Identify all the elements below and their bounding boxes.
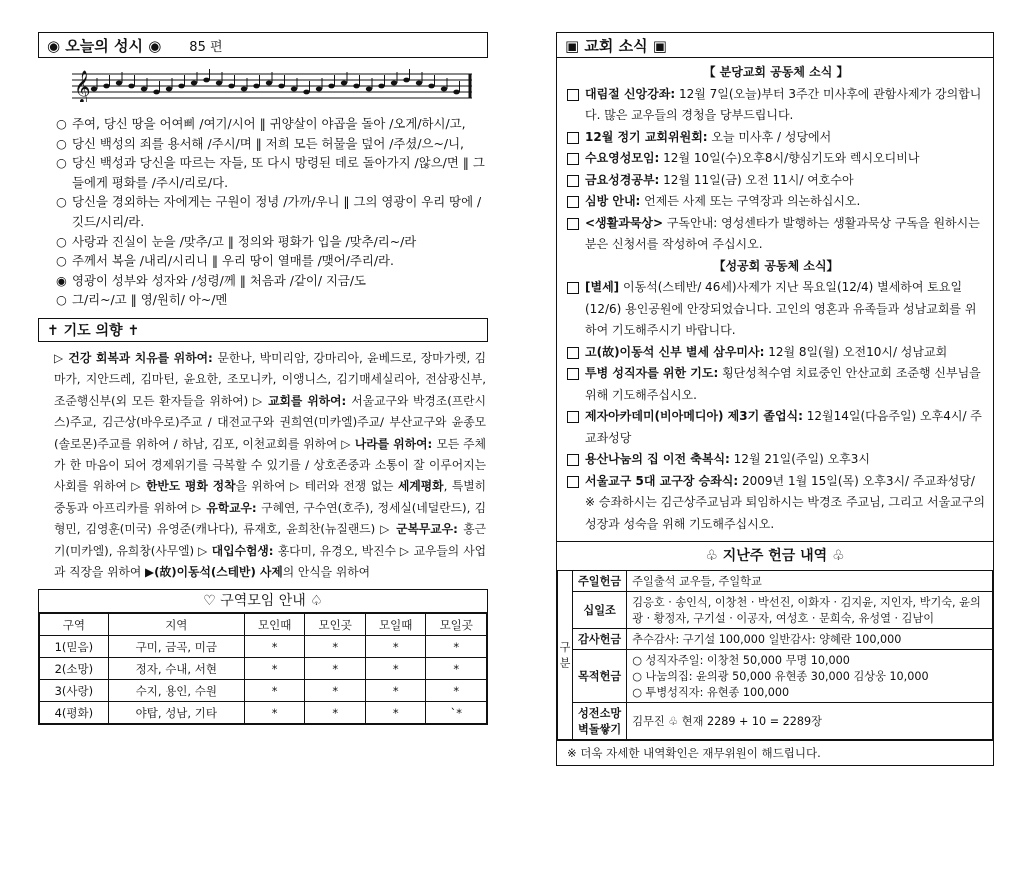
news-item-label: 12월 정기 교회위원회: bbox=[585, 129, 708, 144]
news-item bbox=[567, 277, 985, 342]
prayer-segment: ▷ 교회를 위하여: bbox=[252, 393, 352, 408]
music-staff bbox=[72, 68, 472, 102]
district-row bbox=[40, 702, 487, 724]
checkbox-icon bbox=[567, 347, 579, 359]
verse-text: 영광이 성부와 성자와 /성령/께 ‖ 처음과 /같이/ 지금/도 bbox=[72, 272, 367, 288]
district-cell: * bbox=[365, 658, 426, 680]
offering-category bbox=[573, 650, 627, 703]
news-item-label: 금요성경공부: bbox=[585, 172, 660, 187]
district-cell: * bbox=[365, 680, 426, 702]
offering-detail-line: 주일출석 교우들, 주일학교 bbox=[632, 575, 762, 588]
news-item-label: 심방 안내: bbox=[585, 194, 641, 208]
news-item bbox=[567, 84, 985, 127]
clef-icon: 𝄞 bbox=[74, 70, 91, 102]
prayer-segment: 테러와 전쟁 없는 bbox=[304, 479, 398, 494]
music-note bbox=[453, 90, 459, 95]
music-note bbox=[391, 81, 397, 86]
music-note bbox=[91, 87, 97, 92]
news-item bbox=[567, 363, 985, 406]
district-box bbox=[38, 589, 488, 725]
right-page bbox=[556, 32, 994, 766]
offering-detail-line: ○ 투병성직자: 유현종 100,000 bbox=[632, 686, 790, 699]
offering-detail-line: 김응호 · 송인식, 이창천 · 박선진, 이화자 · 김지윤, 지인자, 박기숙, 윤의광 · 황정자, 구기설 · 이공자, 여성호 · 문희숙, 유성열 · 김남이 bbox=[632, 596, 981, 625]
district-cell: 2(소망) bbox=[40, 658, 109, 680]
music-note bbox=[403, 78, 409, 83]
psalm-verse bbox=[56, 290, 488, 310]
music-note bbox=[153, 90, 159, 95]
psalm-verse bbox=[56, 251, 488, 271]
news-item-label: 투병 성직자를 위한 기도: bbox=[585, 366, 719, 380]
psalm-verse bbox=[56, 271, 488, 291]
checkbox-icon bbox=[567, 411, 579, 423]
checkbox-icon bbox=[567, 218, 579, 230]
offering-category-line: 벽돌쌓기 bbox=[578, 723, 622, 736]
music-note bbox=[266, 81, 272, 86]
prayer-segment: 홍근기(미카엘), 유희창(사무엘) bbox=[54, 522, 486, 558]
news-item-label: [별세] bbox=[585, 280, 620, 294]
district-cell: `* bbox=[426, 702, 487, 724]
offering-row bbox=[558, 629, 993, 650]
checkbox-icon bbox=[567, 153, 579, 165]
prayer-title: ✝ 기도 의향 ✝ bbox=[47, 322, 140, 339]
news-item-label: <생활과묵상> bbox=[585, 215, 664, 230]
music-note bbox=[128, 84, 134, 89]
news-item-label: 수요영성모임: bbox=[585, 151, 660, 165]
music-note bbox=[303, 90, 309, 95]
district-cell: * bbox=[305, 636, 366, 658]
music-note bbox=[228, 84, 234, 89]
district-table bbox=[39, 613, 487, 724]
music-note bbox=[353, 84, 359, 89]
offering-category-line: 목적헌금 bbox=[578, 670, 622, 683]
district-cell: * bbox=[244, 702, 305, 724]
news-item bbox=[567, 127, 985, 149]
news-item bbox=[567, 449, 985, 471]
checkbox-icon bbox=[567, 368, 579, 380]
news-item-label: 제자아카데미(비아메디아) 제3기 졸업식: bbox=[585, 409, 803, 423]
prayer-segment: ▷ 한반도 평화 정착 bbox=[131, 479, 236, 494]
prayer-segment: ▷ 군복무교우: bbox=[380, 522, 464, 537]
district-header: 모일곳 bbox=[426, 614, 487, 636]
music-note bbox=[203, 78, 209, 83]
prayer-segment: ▷ 건강 회복과 치유를 위하여: bbox=[54, 350, 218, 365]
news-list bbox=[557, 58, 993, 541]
district-header: 모인때 bbox=[244, 614, 305, 636]
news-item-text: 오늘 미사후 / 성당에서 bbox=[707, 129, 832, 144]
offering-category-line: 성전소망 bbox=[578, 707, 622, 720]
psalm-verse bbox=[56, 232, 488, 252]
district-cell: * bbox=[305, 702, 366, 724]
news-item-text: 언제든 사제 또는 구역장과 의논하십시오. bbox=[640, 194, 861, 208]
music-note bbox=[116, 81, 122, 86]
offering-group-label: 구분 bbox=[558, 571, 573, 740]
verse-text: 당신을 경외하는 자에게는 구원이 정녕 /가까/우니 ‖ 그의 영광이 우리 땅에 /깃드/시리/라. bbox=[72, 194, 482, 229]
psalm-verse bbox=[56, 153, 488, 192]
prayer-segment: 서울교구와 박경조(프란시스)주교, 김근상(바우로)주교 / 대전교구와 권희연(미카엘)주교/ 부산교구와 윤종모(솔로몬)주교를 위하여 / 하남, 김포, 이천교회를 위하여 bbox=[54, 393, 486, 451]
verse-bullet: ○ bbox=[56, 292, 67, 308]
verse-bullet: ○ bbox=[56, 135, 67, 151]
offering-row bbox=[558, 703, 993, 740]
music-note bbox=[366, 87, 372, 92]
district-cell: * bbox=[305, 680, 366, 702]
checkbox-icon bbox=[567, 89, 579, 101]
news-section-heading: 【 분당교회 공동체 소식 】 bbox=[703, 65, 849, 79]
music-note bbox=[341, 81, 347, 86]
news-title-box bbox=[556, 32, 994, 58]
prayer-segment: 모든 주체가 한 마음이 되어 경제위기를 극복할 수 있기를 / 상호존중과 소통이 잘 이루어지는 사회를 위하여 bbox=[54, 436, 486, 494]
checkbox-icon bbox=[567, 454, 579, 466]
news-item-label: 용산나눔의 집 이전 축복식: bbox=[585, 452, 730, 466]
verse-text: 당신 백성과 당신을 따르는 자들, 또 다시 망령된 데로 돌아가지 /않으/면 ‖ 그들에게 평화를 /주시/리로/다. bbox=[72, 155, 485, 190]
news-item-text: 12월14일(다음주일) 오후4시/ 주교좌성당 bbox=[585, 409, 982, 445]
news-item bbox=[567, 191, 985, 213]
checkbox-icon bbox=[567, 476, 579, 488]
music-note bbox=[253, 84, 259, 89]
news-item-label: 서울교구 5대 교구장 승좌식: bbox=[585, 473, 739, 488]
offering-row bbox=[558, 571, 993, 592]
news-item-text: 12월 8일(월) 오전10시/ 성남교회 bbox=[764, 344, 948, 359]
psalm-title-box bbox=[38, 32, 488, 58]
news-item-text: 구독안내: 영성센타가 발행하는 생활과묵상 구독을 원하시는 분은 신청서를 작성하여 주십시오. bbox=[585, 215, 980, 251]
prayer-segment: ▷ 나라를 위하여: bbox=[341, 436, 437, 451]
offering-detail-line: 김무진 ♧ 현재 2289 + 10 = 2289장 bbox=[632, 715, 822, 728]
prayer-text bbox=[38, 342, 488, 583]
offering-detail-line: 추수감사: 구기설 100,000 일반감사: 양혜란 100,000 bbox=[632, 633, 902, 646]
prayer-title-box bbox=[38, 318, 488, 342]
music-note bbox=[416, 81, 422, 86]
music-note bbox=[378, 84, 384, 89]
music-note bbox=[278, 84, 284, 89]
verse-bullet: ◉ bbox=[56, 272, 67, 288]
verse-text: 주여, 당신 땅을 어여삐 /여기/시어 ‖ 귀양살이 야곱을 돌아 /오게/하시/고, bbox=[72, 116, 466, 131]
offering-detail-line: ○ 성직자주일: 이창천 50,000 무명 10,000 bbox=[632, 654, 850, 667]
district-cell: * bbox=[426, 636, 487, 658]
checkbox-icon bbox=[567, 196, 579, 208]
district-cell: 야탑, 성남, 기타 bbox=[108, 702, 244, 724]
offering-title: ♧ 지난주 헌금 내역 ♧ bbox=[557, 541, 993, 570]
district-cell: * bbox=[305, 658, 366, 680]
district-cell: * bbox=[244, 636, 305, 658]
news-item bbox=[567, 170, 985, 192]
checkbox-icon bbox=[567, 175, 579, 187]
psalm-title: ◉ 오늘의 성시 ◉ bbox=[47, 36, 162, 55]
verse-text: 그/리~/고 ‖ 영/원히/ 아~/멘 bbox=[72, 292, 228, 308]
offering-detail bbox=[627, 629, 993, 650]
news-section-heading: 【성공회 공동체 소식】 bbox=[713, 258, 839, 273]
offering-category bbox=[573, 592, 627, 629]
prayer-segment: 문한나, 박미리암, 강마리아, 윤베드로, 장마가렛, 김마가, 지안드레, 김마틴, 윤요한, 조모니카, 이앵니스, 김기매세실리아, 전삼광신부, 조준행신부(외 모든 환자들을 위하여) bbox=[54, 350, 487, 408]
district-cell: 수지, 용인, 수원 bbox=[108, 680, 244, 702]
music-note bbox=[241, 87, 247, 92]
verse-bullet: ○ bbox=[56, 233, 67, 249]
checkbox-icon bbox=[567, 132, 579, 144]
verse-bullet: ○ bbox=[56, 253, 67, 269]
offering-detail bbox=[627, 571, 993, 592]
news-item bbox=[567, 148, 985, 170]
district-header: 모일때 bbox=[365, 614, 426, 636]
prayer-segment: , 특별히 중동과 아프리카를 위하여 bbox=[54, 479, 487, 515]
news-item-label: 고(故)이동석 신부 별세 삼우미사: bbox=[585, 344, 765, 359]
district-cell: * bbox=[426, 680, 487, 702]
news-item-label: 대림절 신앙강좌: bbox=[585, 86, 676, 101]
prayer-segment: 의 안식을 위하여 bbox=[282, 565, 371, 579]
music-note bbox=[141, 87, 147, 92]
offering-table bbox=[557, 570, 993, 740]
verse-bullet: ○ bbox=[56, 155, 67, 171]
offering-detail bbox=[627, 650, 993, 703]
verse-text: 당신 백성의 죄를 용서해 /주시/며 ‖ 저희 모든 허물을 덮어 /주셨/으~/니, bbox=[72, 135, 464, 151]
offering-footer: ※ 더욱 자세한 내역확인은 재무위원이 해드립니다. bbox=[557, 740, 993, 765]
prayer-segment: 구혜연, 구수연(호주), 정세실(네덜란드), 김형민, 김영훈(미국) 유영준(캐나다), 류재호, 윤희찬(뉴질랜드) bbox=[54, 500, 486, 537]
news-item bbox=[567, 342, 985, 364]
prayer-segment: ▶(故)이동석(스테반) 사제 bbox=[145, 565, 283, 579]
news-item-text: 12월 21일(주일) 오후3시 bbox=[729, 452, 870, 466]
music-note bbox=[428, 84, 434, 89]
district-cell: * bbox=[244, 658, 305, 680]
news-title: ▣ 교회 소식 ▣ bbox=[565, 36, 667, 55]
news-item-text: 12월 7일(오늘)부터 3주간 미사후에 관함사제가 강의합니다. 많은 교우들의 경청을 당부드립니다. bbox=[585, 86, 982, 122]
news-item-text: 12월 10일(수)오후8시/향심기도와 렉시오디비나 bbox=[659, 151, 920, 165]
district-header: 지역 bbox=[108, 614, 244, 636]
district-row bbox=[40, 658, 487, 680]
district-cell: 1(믿음) bbox=[40, 636, 109, 658]
prayer-segment: 을 위하여 bbox=[235, 479, 291, 494]
prayer-segment: ▷ 유학교우: bbox=[192, 500, 262, 515]
verse-text: 사랑과 진실이 눈을 /맞추/고 ‖ 정의와 평화가 입을 /맞추/리~/라 bbox=[72, 233, 417, 249]
music-note bbox=[216, 81, 222, 86]
offering-category-line: 주일헌금 bbox=[578, 575, 622, 588]
music-note bbox=[178, 84, 184, 89]
district-cell: 구미, 금곡, 미금 bbox=[108, 636, 244, 658]
psalm-verse bbox=[56, 134, 488, 154]
offering-category-line: 십일조 bbox=[583, 604, 616, 617]
news-item-text: 이동석(스테반/ 46세)사제가 지난 목요일(12/4) 별세하여 토요일(12/6) 용인공원에 안장되었습니다. 고인의 영혼과 유족들과 성남교회를 위하여 기도해주시기 바랍니다. bbox=[585, 280, 977, 337]
district-cell: 4(평화) bbox=[40, 702, 109, 724]
district-cell: * bbox=[365, 702, 426, 724]
music-note bbox=[191, 81, 197, 86]
district-cell: * bbox=[426, 658, 487, 680]
district-row bbox=[40, 636, 487, 658]
district-title: ♡ 구역모임 안내 ♤ bbox=[39, 590, 487, 613]
news-item-text: 2009년 1월 15일(목) 오후3시/ 주교좌성당/ ※ 승좌하시는 김근상주교님과 퇴임하시는 박경조 주교님, 그리고 서울교구의 성장과 성숙을 위해 기도해주십시오. bbox=[585, 473, 985, 531]
music-note bbox=[441, 87, 447, 92]
district-cell: 정자, 수내, 서현 bbox=[108, 658, 244, 680]
news-item bbox=[567, 406, 985, 449]
music-note bbox=[166, 87, 172, 92]
offering-category bbox=[573, 571, 627, 592]
offering-category-line: 감사헌금 bbox=[578, 633, 622, 646]
offering-detail-line: ○ 나눔의집: 윤의광 50,000 유현종 30,000 김상웅 10,000 bbox=[632, 670, 929, 683]
prayer-segment: ▷ bbox=[290, 479, 305, 494]
prayer-segment: 홍다미, 유경오, 박진수 bbox=[277, 543, 400, 558]
checkbox-icon bbox=[567, 282, 579, 294]
offering-category bbox=[573, 629, 627, 650]
verse-text: 주께서 복을 /내리/시리니 ‖ 우리 땅이 열매를 /맺어/주리/라. bbox=[72, 253, 394, 269]
offering-detail bbox=[627, 703, 993, 740]
news-item bbox=[567, 213, 985, 256]
prayer-segment: 교우들의 사업과 직장을 위하여 bbox=[54, 543, 486, 579]
music-note bbox=[291, 87, 297, 92]
music-note bbox=[328, 84, 334, 89]
psalm-verses bbox=[38, 114, 488, 310]
news-box bbox=[556, 58, 994, 766]
psalm-verse bbox=[56, 192, 488, 231]
prayer-segment: ▷ 대입수험생: bbox=[198, 543, 278, 558]
district-row bbox=[40, 680, 487, 702]
district-cell: * bbox=[365, 636, 426, 658]
left-page bbox=[38, 32, 488, 725]
prayer-segment: ▷ bbox=[399, 543, 414, 558]
offering-detail bbox=[627, 592, 993, 629]
music-note bbox=[316, 87, 322, 92]
offering-row bbox=[558, 650, 993, 703]
offering-category bbox=[573, 703, 627, 740]
district-cell: * bbox=[244, 680, 305, 702]
psalm-verse bbox=[56, 114, 488, 134]
news-item-text: 횡단성척수염 치료중인 안산교회 조준행 신부님을 위해 기도해주십시오. bbox=[585, 366, 981, 402]
verse-bullet: ○ bbox=[56, 116, 67, 131]
music-note bbox=[103, 84, 109, 89]
offering-row bbox=[558, 592, 993, 629]
district-cell: 3(사랑) bbox=[40, 680, 109, 702]
district-header: 모인곳 bbox=[305, 614, 366, 636]
news-item-text: 12월 11일(금) 오전 11시/ 여호수아 bbox=[659, 172, 854, 187]
prayer-segment: 세계평화 bbox=[397, 479, 444, 494]
news-item bbox=[567, 471, 985, 536]
verse-bullet: ○ bbox=[56, 194, 67, 210]
psalm-number: 85 편 bbox=[189, 39, 223, 55]
district-header: 구역 bbox=[40, 614, 109, 636]
